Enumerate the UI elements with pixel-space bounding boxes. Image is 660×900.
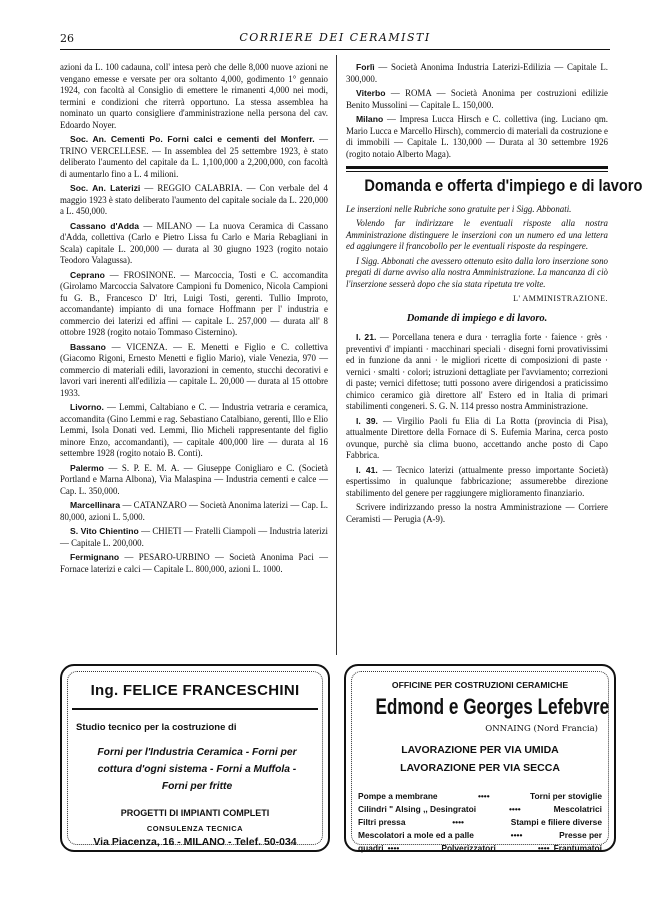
ad-code: I. 39. xyxy=(356,415,378,426)
company-name: Bassano xyxy=(70,341,106,352)
company-details: — REGGIO CALABRIA. — Con verbale del 4 maggio 1923 è stato deliberato l'aumento del capitale sociale da L. 220,000 a L. 450,000. xyxy=(60,183,328,216)
product-item: Frantumatoi xyxy=(553,843,602,853)
company-details: — PESARO-URBINO — Società Anonima Paci — Fornace laterizi e calci — Capitale L. 800,000, azioni L. 1000. xyxy=(60,552,329,574)
company-entry xyxy=(60,134,328,180)
subsection-title: Domande di impiego e di lavoro. xyxy=(406,312,548,324)
company-details: — VICENZA. — E. Menetti e Figlio e C. collettiva (Giacomo Rigoni, Ernesto Menetti e figlio Mario), viale Venezia, 970 — commercio di materiali edili, lavorazioni in cemento, stucchi decorativi e lavori vari inerenti all'edilizia — capitale L. 20,000 — durata al 15 ottobre 1933. xyxy=(60,341,328,398)
notice-paragraph: Volendo far indirizzare le eventuali risposte alla nostra Amministrazione distinguere le inserzioni con un numero ed una lettera ed aggiungere il francobollo per le eventuali risposte da respingere. xyxy=(346,218,608,251)
company-name: Marcellinara xyxy=(70,500,121,510)
company-name: Ceprano xyxy=(70,269,105,280)
company-entry xyxy=(60,402,328,460)
company-entry xyxy=(60,526,328,549)
product-row xyxy=(358,816,602,829)
forni-line: cottura d'ogni sistema - Forni a Muffola - xyxy=(97,764,297,775)
product-separator: •••• xyxy=(510,830,523,840)
company-details: — TRINO VERCELLESE. — In assemblea del 25 settembre 1923, è stato deliberato l'aumento del capitale da L. 1,100,000 a 2,200,000, con facoltà di aumentarlo fino a L. 4 milioni. xyxy=(60,134,328,179)
company-details: — CHIETI — Fratelli Ciampoli — Industria laterizi — Capitale L. 200,000. xyxy=(60,526,328,548)
company-entry xyxy=(346,62,608,85)
company-entry xyxy=(60,221,328,267)
company-name: Cassano d'Adda xyxy=(70,220,140,231)
company-entries-right xyxy=(346,62,608,160)
company-details: — Impresa Lucca Hirsch e C. collettiva (ing. Luciano qm. Mario Lucca e Marcello Hirsch), commercio di materiali da costruzione e di immobili — Capitale L. 130,000 — Durata al 30 settembre 1926 (rogito notaio Alberto Maga). xyxy=(346,114,609,159)
advert-consulenza: CONSULENZA TECNICA xyxy=(146,824,244,833)
company-details: — Società Anonima Industria Laterizi-Edilizia — Capitale L. 300,000. xyxy=(346,62,608,84)
product-item: Polverizzatori xyxy=(441,843,496,853)
company-entry xyxy=(60,342,328,400)
company-entry xyxy=(60,463,328,498)
company-entry xyxy=(60,183,328,218)
column-divider xyxy=(336,55,337,655)
product-separator: •••• xyxy=(387,843,400,853)
section-rule-thin xyxy=(346,171,608,172)
company-name: Soc. An. Laterizi xyxy=(70,183,141,193)
product-item: Stampi e filiere diverse xyxy=(510,817,602,827)
product-separator: •••• xyxy=(508,804,521,814)
advert-lavorazione-umida: LAVORAZIONE PER VIA UMIDA xyxy=(401,744,559,756)
forni-line: Forni per l'Industria Ceramica - Forni per xyxy=(97,747,297,758)
company-entry xyxy=(346,88,608,111)
company-details: — S. P. E. M. A. — Giuseppe Conigliaro e C. (Società Portland e Marna Albona), Via Malaspina — Industria cementi e calce — Cap. L. 350,000. xyxy=(60,462,328,496)
notice xyxy=(346,204,608,291)
company-name: Livorno. xyxy=(70,402,104,412)
product-item: quadri xyxy=(358,843,384,853)
job-ad xyxy=(346,332,608,413)
journal-title: CORRIERE DEI CERAMISTI xyxy=(239,31,431,44)
company-name: Palermo xyxy=(70,462,104,473)
page-number: 26 xyxy=(60,32,74,45)
ad-text: — Virgilio Paoli fu Elia di La Rotta (provincia di Pisa), attualmente Direttore della Fornace di S. Eufemia Marina, cerca posto ovunque, purchè sia clima buono, accettando anche posto di Capo Fabbrica. xyxy=(346,415,609,460)
company-name: Viterbo xyxy=(356,88,386,98)
company-name: Milano xyxy=(356,114,384,124)
company-details: — FROSINONE. — Marcoccia, Tosti e C. accomandita (Girolamo Marcoccia Salvatore Campioni fu Domenico, Nicola Campioni fu G. B., Francesco D' Itri, Luigi Tosti, gerenti. Tullio Improto, accomandante) impianto di una fornace Hoffmann per l' industria e commercio dei laterizi ed affini — capitale L. 257,000 — durata all' 8 ottobre 1928 (rogito notaio Tommaso Cisternino). xyxy=(60,269,329,337)
product-item: Presse per xyxy=(559,830,602,840)
advert-rule xyxy=(72,708,318,710)
product-item: Torni per stoviglie xyxy=(530,791,602,801)
advert-location: ONNAING (Nord Francia) xyxy=(485,724,598,734)
section-title: Domanda e offerta d'impiego e di lavoro xyxy=(364,176,643,195)
right-column xyxy=(346,62,643,528)
company-name: Forlì xyxy=(356,62,375,72)
advert-progetti: PROGETTI DI IMPIANTI COMPLETI xyxy=(120,808,270,818)
closing-note: Scrivere indirizzando presso la nostra Amministrazione — Corriere Ceramisti — Perugia (A-9). xyxy=(346,502,608,524)
advert-studio: Studio tecnico per la costruzione di xyxy=(76,722,237,733)
company-details: — ROMA — Società Anonima per costruzioni edilizie Benito Mussolini — Capitale L. 150,000. xyxy=(346,88,608,110)
advert-products xyxy=(358,790,602,855)
advert-officine: OFFICINE PER COSTRUZIONI CERAMICHE xyxy=(391,680,569,690)
advert-address: Via Piacenza, 16 - MILANO - Telef. 50-034 xyxy=(93,836,297,848)
notice-paragraph: Le inserzioni nelle Rubriche sono gratuite per i Sigg. Abbonati. xyxy=(346,203,572,214)
company-details: — CATANZARO — Società Anonima laterizi — Cap. L. 80,000, azioni L. 5,000. xyxy=(60,500,329,522)
product-item: Filtri pressa xyxy=(358,817,406,827)
advert-name: Edmond e Georges Lefebvre xyxy=(375,694,610,719)
advert-franceschini xyxy=(60,664,330,852)
advert-lavorazione-secca: LAVORAZIONE PER VIA SECCA xyxy=(400,762,560,774)
product-separator: •••• xyxy=(452,817,464,827)
job-ads xyxy=(346,332,608,499)
job-ad xyxy=(346,416,608,462)
company-details: — MILANO — La nuova Ceramica di Cassano d'Adda, collettiva (Carlo e Pietro Lissa fu Carlo e Maria Rebagliani in Scala) capitale L. 200,000 — durata al 30 giugno 1923 (rogito notaio Teodoro Valagussa). xyxy=(60,220,329,265)
product-separator: •••• xyxy=(537,843,550,853)
ad-text: — Porcellana tenera e dura · terraglia forte · faience · grès · preventivi d' impianti · macchinari speciali · disegni forni provativissimi ed in funzione da anni · le migliori ricette di composizioni di paste · vernici · smalti · colori; istruzioni dettagliate per l'avviamento; correzioni di paste; vernici difettose; tutti possono avere dirigendosi a praticissimo chimico ceramico già direttore all' Estero ed in Italia di primari stabilimenti congeneri. S. G. N. 114 presso nostra Amministrazione. xyxy=(346,332,609,411)
product-row xyxy=(358,829,602,842)
ad-code: I. 21. xyxy=(356,332,377,342)
company-entry xyxy=(60,552,328,575)
product-row xyxy=(358,790,602,803)
advert-lefebvre xyxy=(344,664,616,852)
company-entries-left xyxy=(60,134,328,575)
header-rule xyxy=(60,49,610,50)
ad-code: I. 41. xyxy=(356,464,378,475)
intro-paragraph: azioni da L. 100 cadauna, coll' intesa però che delle 8,000 nuove azioni ne vengano emesse e versate per ora soltanto 4,000, godimento 1° gennaio 1924, con facoltà al Consiglio di emettere le rimanenti 4,000 nei modi, termini e condizioni che riterrà opportuno. La stessa assemblea ha nominato un quarto consigliere d'amministrazione nella persona del cav. Edoardo Noyer. xyxy=(60,62,328,130)
section-rule-thick xyxy=(346,166,608,169)
advert-forni xyxy=(76,744,318,795)
notice-paragraph: I Sigg. Abbonati che avessero ottenuto esito dalla loro inserzione sono pregati di darne avviso alla nostra Amministrazione. La mancanza di ciò l'inserzione sesserà dopo che sia stata ripetuta tre volte. xyxy=(346,255,608,289)
company-name: Fermignano xyxy=(70,552,120,562)
company-name: S. Vito Chientino xyxy=(70,526,139,536)
company-entry xyxy=(60,270,328,339)
company-name: Soc. An. Cementi Po. Forni calci e cementi del Monferr. xyxy=(70,134,315,144)
company-entry xyxy=(60,500,328,523)
job-ad xyxy=(346,465,608,500)
company-details: — Lemmi, Caltabiano e C. — Industria vetraria e ceramica, accomandita (Gino Lemmi e rag. Sebastiano Catalbiano, gerenti, Illo e Elio Lemmi, Isola Donati ved. Lemmi, Ilio Micheli rappresentante del figlio minore Enzo, accomandanti), — capitale 400,000 lire — durata al 16 settembre 1928 (rogito notaio B. Conti). xyxy=(60,402,329,458)
product-item: Mescolatori a mole ed a palle xyxy=(358,830,474,840)
product-item: Cilindri " Alsing ,, Desingratoi xyxy=(358,804,477,814)
product-item: Pompe a membrane xyxy=(358,791,438,801)
advert-name: Ing. FELICE FRANCESCHINI xyxy=(90,682,300,699)
company-entry xyxy=(346,114,608,160)
product-separator: •••• xyxy=(477,791,490,801)
product-row xyxy=(358,803,602,816)
ad-text: — Tecnico laterizi (attualmente presso importante Società) espertissimo in qualunque fabbricazione; assumerebbe direzione stabilimento del genere per raggiungere miglioramento finanziario. xyxy=(346,464,608,498)
product-row xyxy=(358,842,602,855)
signature: L' AMMINISTRAZIONE. xyxy=(513,294,608,303)
page-header xyxy=(60,30,610,48)
product-item: Mescolatrici xyxy=(553,804,602,814)
left-column xyxy=(60,62,328,578)
forni-line: Forni per fritte xyxy=(161,781,233,792)
